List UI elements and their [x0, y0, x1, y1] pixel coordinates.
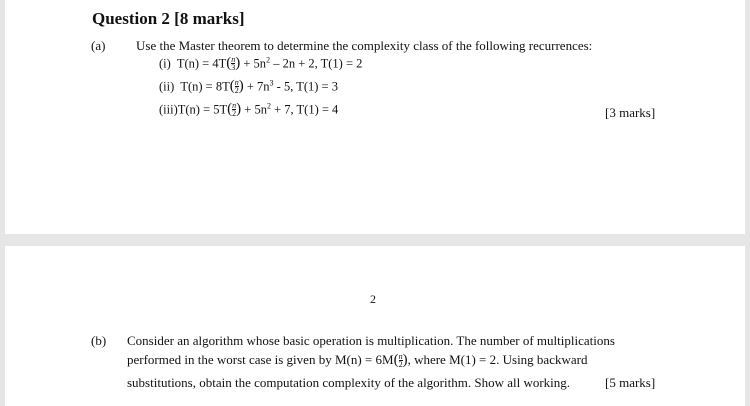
document-page-1 — [5, 0, 745, 234]
recurrence-number: (ii) — [159, 79, 175, 94]
document-page-2 — [5, 246, 745, 406]
part-b-line-1: Consider an algorithm whose basic operation is multiplication. The number of multiplications — [127, 333, 615, 348]
part-a-label: (a) — [91, 38, 106, 53]
part-b-line-3: substitutions, obtain the computation complexity of the algorithm. Show all working. — [127, 375, 571, 390]
recurrence-iii: (iii)T(n) = 5T( $\frac{n}{2}$ ) + $5n^2 + 7$, T(1) = 4 — [159, 101, 339, 118]
recurrence-lhs: T(n) = 8T — [180, 79, 230, 94]
exponent: 2 — [266, 55, 271, 65]
part-a-marks: [3 marks] — [605, 105, 656, 120]
fraction: $\frac{n}{2}$ — [234, 78, 239, 95]
page-number: 2 — [370, 292, 376, 306]
part-b-marks: [5 marks] — [605, 375, 656, 390]
recurrence-number: (iii) — [159, 102, 178, 117]
recurrence-rhs-tail: - 5, T(1) = 3 — [273, 79, 338, 94]
recurrence-rhs-tail: + 7, T(1) = 4 — [270, 102, 339, 117]
fraction: $\frac{n}{2}$ — [398, 351, 403, 369]
part-a-intro: Use the Master theorem to determine the complexity class of the following recurrences: — [136, 38, 593, 53]
recurrence-rhs-tail: – 2n + 2, T(1) = 2 — [270, 56, 363, 71]
part-b-line-2-tail: , where M(1) = 2. Using backward — [407, 352, 588, 367]
part-b-line-2: performed in the worst case is given by M(n) = 6M( $\frac{n}{2}$ ), where M(1) = 2. Using backward — [127, 351, 588, 369]
recurrence-lhs: T(n) = 5T — [177, 102, 228, 117]
recurrence-rhs: + 5n — [241, 102, 267, 117]
recurrence-rhs: + 7n — [243, 79, 270, 94]
recurrence-rhs: + 5n — [240, 56, 267, 71]
exponent: 2 — [266, 101, 271, 111]
part-b-line-2-text: performed in the worst case is given by M(n) = 6M — [127, 352, 394, 367]
fraction: $\frac{n}{3}$ — [231, 55, 236, 72]
recurrence-lhs: T(n) = 4T — [176, 56, 227, 71]
recurrence-number: (i) — [159, 56, 171, 71]
question-title: Question 2 [8 marks] — [92, 9, 245, 28]
recurrence-ii: (ii) T(n) = 8T( $\frac{n}{2}$ ) + $7n^3 - 5$, T(1) = 3 — [159, 78, 338, 95]
part-b-label: (b) — [91, 333, 107, 348]
fraction: $\frac{n}{2}$ — [232, 101, 237, 118]
exponent: 3 — [269, 78, 274, 88]
recurrence-i: (i) T(n) = 4T( $\frac{n}{3}$ ) + $5n^2 - 2n + 2$, T(1) = 2 — [159, 55, 363, 72]
